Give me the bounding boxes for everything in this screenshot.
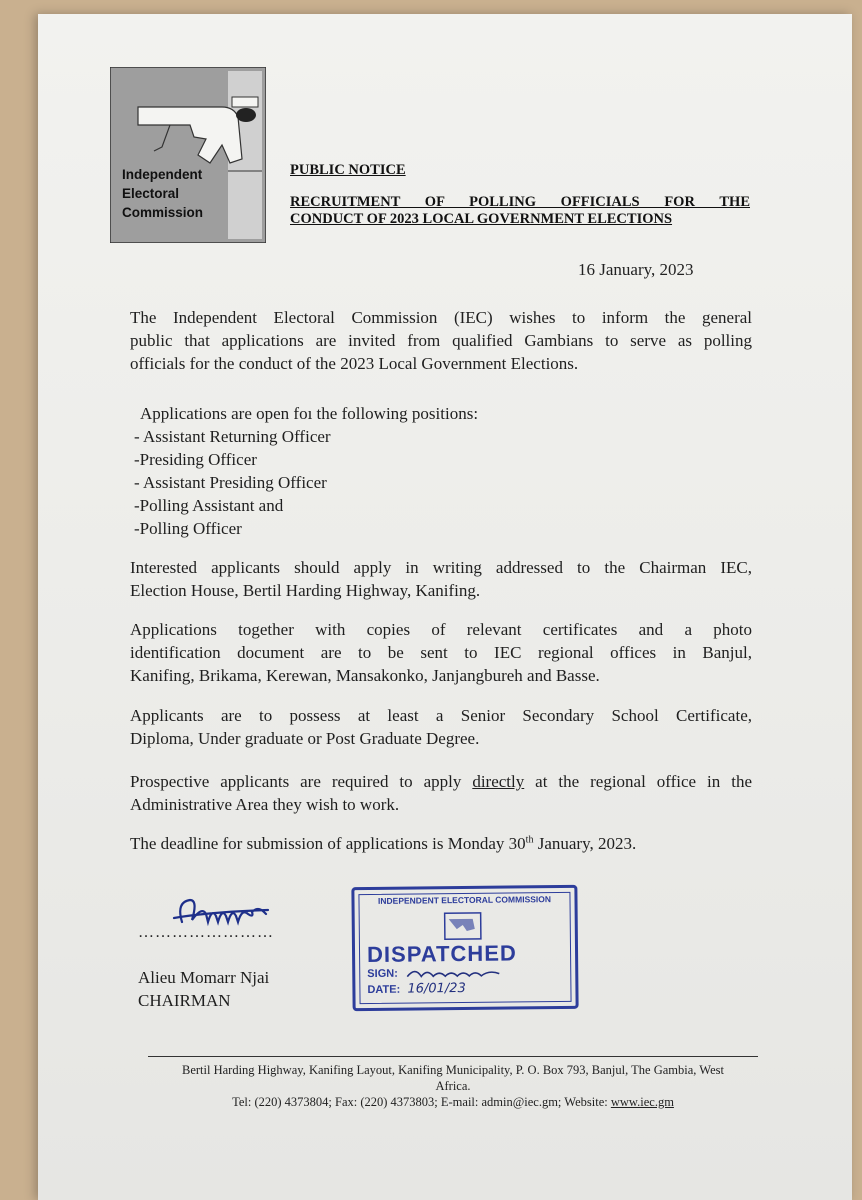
stamp-date-label: DATE:: [367, 983, 401, 997]
text-fragment: at the regional office in the: [524, 772, 752, 791]
document-page: [38, 14, 852, 1200]
text-line: [130, 770, 752, 793]
logo-line: Commission: [122, 205, 204, 220]
apply-paragraph: [130, 556, 752, 602]
text-fragment: January, 2023.: [533, 834, 637, 853]
positions-list: [134, 425, 331, 540]
logo-wordmark: [122, 165, 222, 222]
signatory-title: CHAIRMAN: [138, 991, 231, 1010]
text-fragment: Prospective applicants are required to apply: [130, 772, 473, 791]
text-line: Applicants are to possess at least a Senior Secondary School Certificate,: [130, 706, 752, 725]
contact-line: [150, 1094, 756, 1110]
signatory: [138, 966, 269, 1012]
qualification-paragraph: [130, 704, 752, 750]
title-line: RECRUITMENT OF POLLING OFFICIALS FOR THE: [290, 194, 750, 210]
title-line: CONDUCT OF 2023 LOCAL GOVERNMENT ELECTIONS: [290, 211, 673, 227]
prospective-paragraph: [130, 770, 752, 816]
list-item: - Assistant Returning Officer: [134, 427, 331, 446]
text-line: Kanifing, Brikama, Kerewan, Mansakonko, Janjangbureh and Basse.: [130, 666, 600, 685]
positions-intro: Applications are open foı the following positions:: [140, 404, 479, 423]
text-line: Diploma, Under graduate or Post Graduate Degree.: [130, 729, 480, 748]
text-line: officials for the conduct of the 2023 Local Government Elections.: [130, 354, 579, 373]
signature-line: ……………………: [138, 924, 274, 941]
text-fragment: The deadline for submission of applications is Monday 30: [130, 834, 526, 853]
ordinal-suffix: th: [525, 834, 534, 846]
signatory-name: Alieu Momarr Njai: [138, 968, 270, 987]
stamp-status: DISPATCHED: [366, 940, 517, 968]
text-line: Administrative Area they wish to work.: [130, 795, 400, 814]
text-line: Applications together with copies of relevant certificates and a photo: [130, 620, 752, 639]
documents-paragraph: [130, 618, 752, 687]
list-item: - Assistant Presiding Officer: [134, 473, 327, 492]
address-line: Bertil Harding Highway, Kanifing Layout, Kanifing Municipality, P. O. Box 793, Banjul, The Gambia, West: [182, 1063, 724, 1077]
text-line: Interested applicants should apply in writing addressed to the Chairman IEC,: [130, 558, 752, 577]
stamp-emblem-icon: [443, 911, 483, 941]
notice-date: 16 January, 2023: [578, 260, 694, 279]
text-line: The Independent Electoral Commission (IEC) wishes to inform the general: [130, 308, 752, 327]
list-item: -Polling Officer: [134, 519, 242, 538]
list-item: -Presiding Officer: [134, 450, 257, 469]
logo-line: Electoral: [122, 186, 180, 201]
text-line: Election House, Bertil Harding Highway, Kanifing.: [130, 581, 481, 600]
contact-details: Tel: (220) 4373804; Fax: (220) 4373803; E-mail: admin@iec.gm; Website:: [232, 1095, 611, 1109]
footer-address: [150, 1062, 756, 1110]
text-line: public that applications are invited from qualified Gambians to serve as polling: [130, 331, 752, 350]
stamp-sign-label: SIGN:: [367, 967, 398, 981]
logo-line: Independent: [122, 167, 203, 182]
stamp-date-value: 16/01/23: [407, 980, 466, 997]
intro-paragraph: [130, 306, 752, 375]
website-link[interactable]: www.iec.gm: [610, 1095, 674, 1109]
stamp-initials: [405, 965, 515, 980]
underlined-word: directly: [472, 772, 525, 791]
list-item: -Polling Assistant and: [134, 496, 284, 515]
text-line: identification document are to be sent to IEC regional offices in Banjul,: [130, 643, 752, 662]
iec-logo: [110, 67, 266, 243]
dispatched-stamp: [351, 885, 578, 1011]
notice-title: [290, 194, 750, 228]
footer-divider: [148, 1056, 758, 1057]
stamp-title: INDEPENDENT ELECTORAL COMMISSION: [377, 894, 552, 906]
notice-label: PUBLIC NOTICE: [290, 162, 406, 178]
deadline-paragraph: [130, 832, 752, 855]
address-line: Africa.: [435, 1079, 471, 1093]
